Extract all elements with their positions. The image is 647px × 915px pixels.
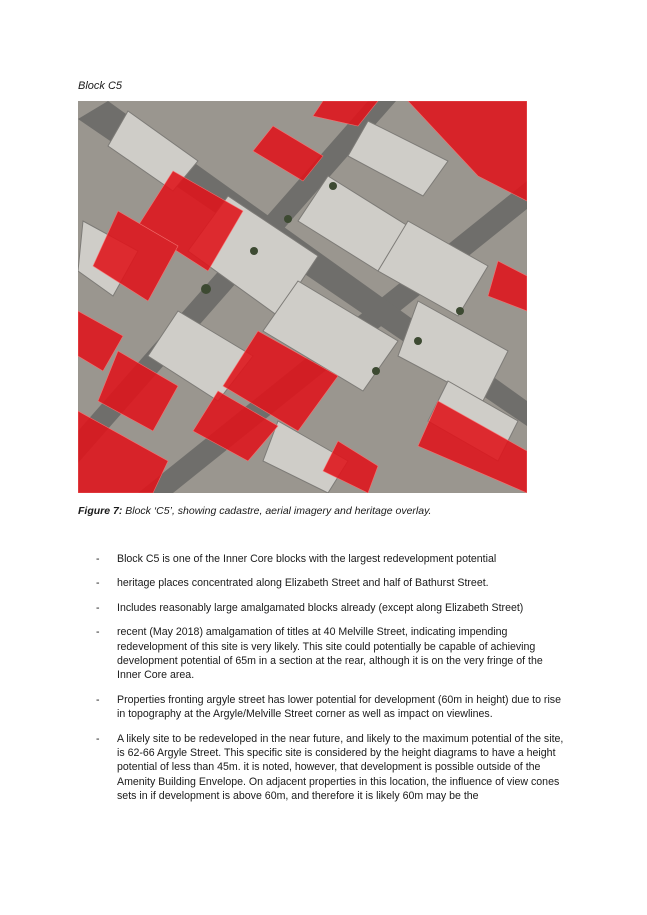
bullet-marker: - [96, 693, 100, 706]
list-item [96, 693, 568, 722]
list-item [96, 732, 568, 804]
list-item-text: A likely site to be redeveloped in the near future, and likely to the maximum potential of the site, is 62-66 Argyle Street. This specific site is considered by the height diagrams to have a height potential of less than 45m. it is noted, however, that development is possible outside of the Amenity Building Envelope. On adjacent properties in this location, the influence of view cones sets in if development is above 60m, and therefore it is likely 60m may be the [117, 732, 564, 803]
list-item-text: Block C5 is one of the Inner Core blocks with the largest redevelopment potential [117, 553, 497, 565]
bullet-marker: - [96, 601, 100, 614]
block-title: Block C5 [78, 80, 123, 92]
figure-caption-text: Block ‘C5’, showing cadastre, aerial imagery and heritage overlay. [122, 505, 432, 517]
bullet-marker: - [96, 732, 100, 745]
list-item [96, 625, 568, 683]
list-item-text: heritage places concentrated along Elizabeth Street and half of Bathurst Street. [117, 577, 489, 590]
bullet-marker: - [96, 577, 100, 590]
list-item [96, 576, 568, 590]
figure-label: Figure 7: [78, 505, 123, 517]
figure-caption [78, 505, 431, 517]
bullet-list [96, 552, 568, 814]
list-item-text: Properties fronting argyle street has lower potential for development (60m in height) due to rise in topography at the Argyle/Melville Street corner as well as impact on viewlines. [117, 693, 561, 721]
bullet-marker: - [96, 553, 100, 565]
list-item [96, 601, 568, 615]
bullet-marker: - [96, 626, 100, 639]
list-item-text: Includes reasonably large amalgamated blocks already (except along Elizabeth Street) [117, 601, 524, 614]
list-item-text: recent (May 2018) amalgamation of titles at 40 Melville Street, indicating impending redevelopment of this site is very likely. This site could potentially be capable of achieving development potential of 65m in a section at the rear, although it is on the very fringe of the Inner Core area. [117, 626, 543, 682]
list-item [96, 552, 568, 566]
aerial-map-image [78, 101, 527, 493]
